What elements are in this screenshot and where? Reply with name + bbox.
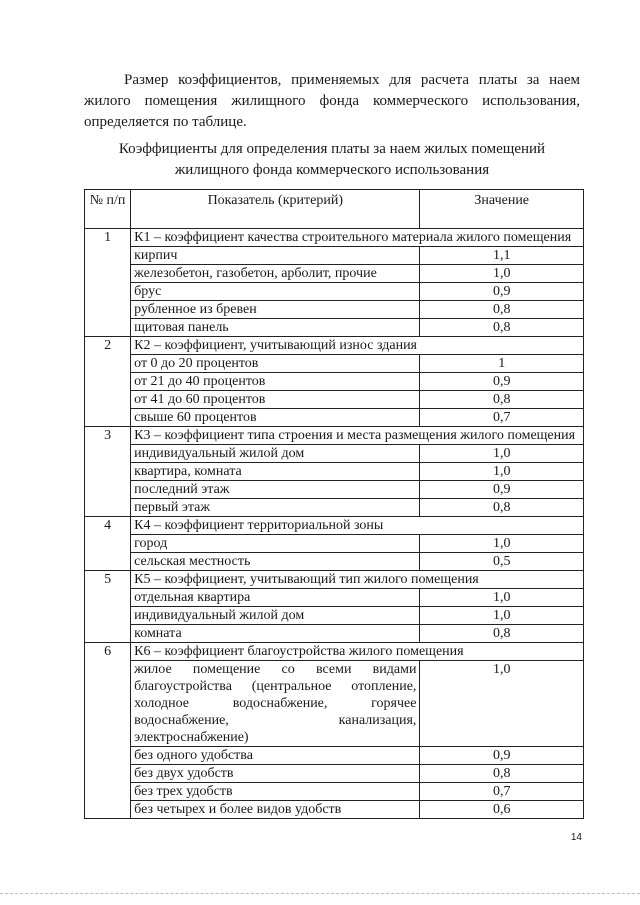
criterion-cell: брус <box>131 283 420 301</box>
table-row <box>85 409 584 427</box>
group-row <box>85 229 584 247</box>
criterion-cell: железобетон, газобетон, арболит, прочие <box>131 265 420 283</box>
header-name: Показатель (критерий) <box>131 190 420 229</box>
value-cell: 1,0 <box>420 463 584 481</box>
criterion-cell: без трех удобств <box>131 783 420 801</box>
table-row <box>85 765 584 783</box>
table-row <box>85 265 584 283</box>
value-cell: 1,0 <box>420 535 584 553</box>
criterion-cell: отдельная квартира <box>131 589 420 607</box>
criterion-cell: без одного удобства <box>131 747 420 765</box>
table-row <box>85 607 584 625</box>
table-body <box>85 229 584 819</box>
value-cell: 0,8 <box>420 319 584 337</box>
table-title: Коэффициенты для определения платы за наем жилых помещений жилищного фонда коммерческого использования <box>118 141 546 178</box>
value-cell: 0,9 <box>420 747 584 765</box>
table-row <box>85 625 584 643</box>
table-row <box>85 801 584 819</box>
table-row <box>85 301 584 319</box>
group-title: К5 – коэффициент, учитывающий тип жилого помещения <box>131 571 584 589</box>
value-cell: 1,0 <box>420 607 584 625</box>
criterion-cell: город <box>131 535 420 553</box>
value-cell: 1,1 <box>420 247 584 265</box>
group-number: 4 <box>85 517 131 571</box>
criterion-cell: индивидуальный жилой дом <box>131 445 420 463</box>
criterion-cell: от 0 до 20 процентов <box>131 355 420 373</box>
table-row <box>85 661 584 747</box>
group-title: К6 – коэффициент благоустройства жилого помещения <box>131 643 584 661</box>
group-row <box>85 517 584 535</box>
table-row <box>85 391 584 409</box>
criterion-cell: рубленное из бревен <box>131 301 420 319</box>
page-bottom-line <box>0 893 640 894</box>
criterion-cell: от 41 до 60 процентов <box>131 391 420 409</box>
value-cell: 0,7 <box>420 783 584 801</box>
page-number: 14 <box>570 832 582 843</box>
value-cell: 1,0 <box>420 661 584 747</box>
value-cell: 0,6 <box>420 801 584 819</box>
value-cell: 0,9 <box>420 283 584 301</box>
table-row <box>85 481 584 499</box>
value-cell: 0,5 <box>420 553 584 571</box>
value-cell: 1,0 <box>420 589 584 607</box>
value-cell: 0,8 <box>420 625 584 643</box>
value-cell: 0,9 <box>420 481 584 499</box>
table-row <box>85 319 584 337</box>
criterion-cell: без четырех и более видов удобств <box>131 801 420 819</box>
criterion-cell: щитовая панель <box>131 319 420 337</box>
criterion-cell: от 21 до 40 процентов <box>131 373 420 391</box>
intro-paragraph: Размер коэффициентов, применяемых для расчета платы за наем жилого помещения жилищного фонда коммерческого использования, определяется по таблице. <box>84 72 580 130</box>
group-title: К2 – коэффициент, учитывающий износ здания <box>131 337 584 355</box>
group-title: К3 – коэффициент типа строения и места размещения жилого помещения <box>131 427 584 445</box>
value-cell: 0,8 <box>420 301 584 319</box>
value-cell: 0,8 <box>420 499 584 517</box>
group-title: К1 – коэффициент качества строительного материала жилого помещения <box>131 229 584 247</box>
group-title: К4 – коэффициент территориальной зоны <box>131 517 584 535</box>
criterion-cell: индивидуальный жилой дом <box>131 607 420 625</box>
value-cell: 0,8 <box>420 391 584 409</box>
group-row <box>85 643 584 661</box>
table-row <box>85 553 584 571</box>
group-number: 1 <box>85 229 131 337</box>
group-number: 5 <box>85 571 131 643</box>
table-row <box>85 355 584 373</box>
header-num: № п/п <box>85 190 131 229</box>
table-row <box>85 535 584 553</box>
criterion-cell: сельская местность <box>131 553 420 571</box>
table-row <box>85 463 584 481</box>
coefficients-table <box>84 189 584 819</box>
criterion-cell: последний этаж <box>131 481 420 499</box>
value-cell: 1 <box>420 355 584 373</box>
table-row <box>85 373 584 391</box>
table-row <box>85 247 584 265</box>
header-value: Значение <box>420 190 584 229</box>
value-cell: 0,9 <box>420 373 584 391</box>
criterion-cell: свыше 60 процентов <box>131 409 420 427</box>
group-row <box>85 427 584 445</box>
table-row <box>85 589 584 607</box>
criterion-cell: без двух удобств <box>131 765 420 783</box>
value-cell: 0,7 <box>420 409 584 427</box>
value-cell: 1,0 <box>420 265 584 283</box>
table-row <box>85 747 584 765</box>
criterion-cell: комната <box>131 625 420 643</box>
group-number: 3 <box>85 427 131 517</box>
criterion-cell: жилое помещение со всеми видами благоустройства (центральное отопление, холодное водоснабжение, горячее водоснабжение, канализация, электроснабжение) <box>131 661 420 747</box>
group-number: 2 <box>85 337 131 427</box>
table-header-row <box>85 190 584 229</box>
group-number: 6 <box>85 643 131 819</box>
criterion-cell: первый этаж <box>131 499 420 517</box>
table-row <box>85 783 584 801</box>
table-row <box>85 445 584 463</box>
criterion-cell: квартира, комната <box>131 463 420 481</box>
criterion-cell: кирпич <box>131 247 420 265</box>
group-row <box>85 571 584 589</box>
value-cell: 0,8 <box>420 765 584 783</box>
value-cell: 1,0 <box>420 445 584 463</box>
table-row <box>85 499 584 517</box>
group-row <box>85 337 584 355</box>
table-row <box>85 283 584 301</box>
